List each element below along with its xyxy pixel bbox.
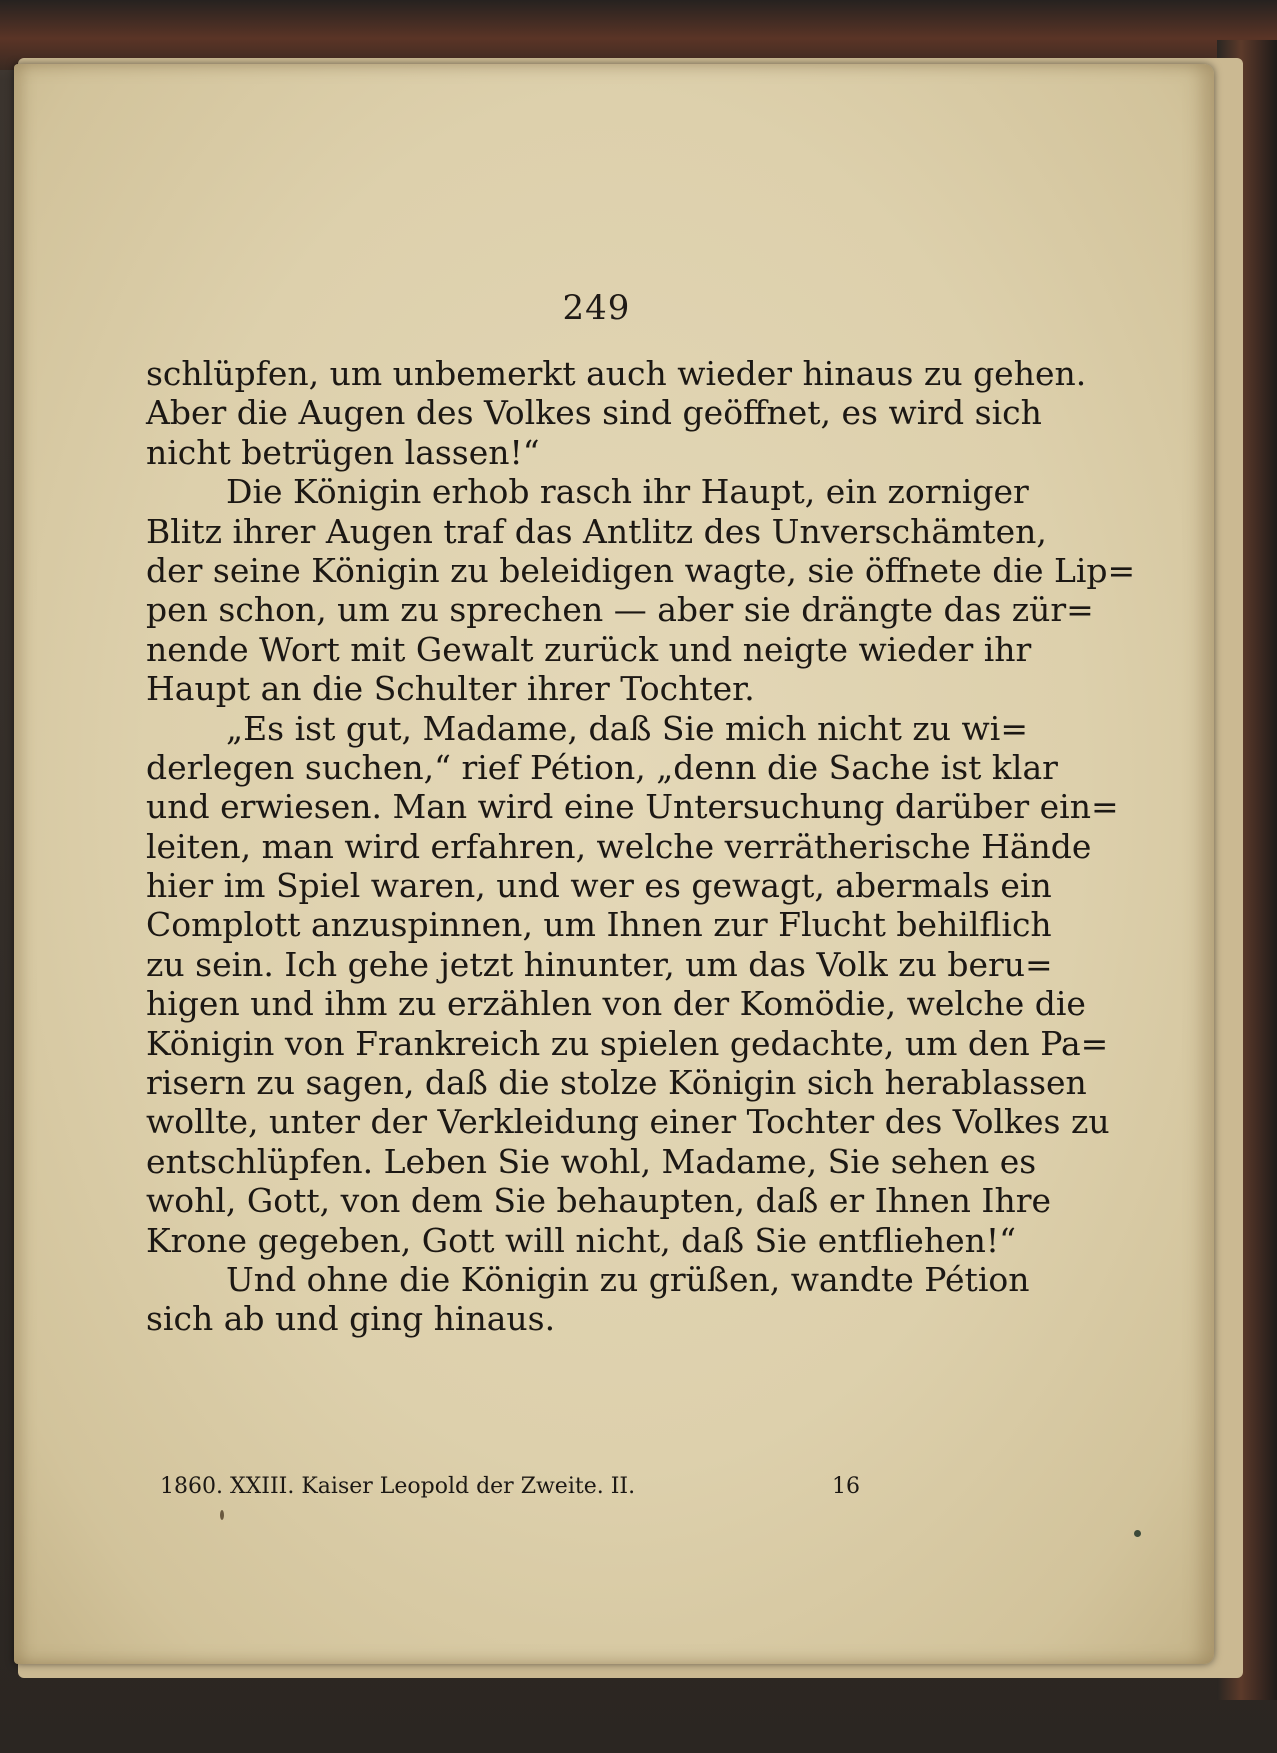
text-line: Die Königin erhob rasch ihr Haupt, ein zorniger xyxy=(226,472,1029,512)
text-line: Krone gegeben, Gott will nicht, daß Sie entfliehen!“ xyxy=(146,1220,1017,1260)
text-line: Complott anzuspinnen, um Ihnen zur Flucht behilflich xyxy=(146,905,1052,945)
paper-speck xyxy=(220,1510,224,1520)
text-line: nende Wort mit Gewalt zurück und neigte wieder ihr xyxy=(146,629,1032,669)
text-line: hier im Spiel waren, und wer es gewagt, abermals ein xyxy=(146,866,1052,906)
text-line: und erwiesen. Man wird eine Untersuchung darüber ein= xyxy=(146,787,1119,827)
book-page xyxy=(14,64,1214,1664)
text-line: zu sein. Ich gehe jetzt hinunter, um das Volk zu beru= xyxy=(146,944,1053,984)
body-text xyxy=(146,354,1136,1339)
text-line: Königin von Frankreich zu spielen gedachte, um den Pa= xyxy=(146,1023,1109,1063)
text-line: schlüpfen, um unbemerkt auch wieder hinaus zu gehen. xyxy=(146,354,1087,393)
text-line: wollte, unter der Verkleidung einer Tochter des Volkes zu xyxy=(146,1102,1110,1142)
text-line: pen schon, um zu sprechen — aber sie drängte das zür= xyxy=(146,590,1094,630)
text-line: Und ohne die Königin zu grüßen, wandte Pétion xyxy=(226,1259,1030,1299)
text-line: Aber die Augen des Volkes sind geöffnet, es wird sich xyxy=(146,393,1042,433)
text-line: Blitz ihrer Augen traf das Antlitz des Unverschämten, xyxy=(146,511,1047,551)
text-line: Haupt an die Schulter ihrer Tochter. xyxy=(146,669,755,709)
sheet-number: 16 xyxy=(832,1474,860,1499)
text-line: „Es ist gut, Madame, daß Sie mich nicht zu wi= xyxy=(226,708,1028,748)
text-line: risern zu sagen, daß die stolze Königin sich herablassen xyxy=(146,1063,1087,1103)
text-line: nicht betrügen lassen!“ xyxy=(146,432,540,472)
paper-speck xyxy=(1134,1530,1141,1537)
printer-signature: 1860. XXIII. Kaiser Leopold der Zweite. II. xyxy=(160,1474,636,1499)
text-line: derlegen suchen,“ rief Pétion, „denn die Sache ist klar xyxy=(146,747,1058,787)
text-line: der seine Königin zu beleidigen wagte, sie öffnete die Lip= xyxy=(146,550,1136,590)
text-line: leiten, man wird erfahren, welche verrätherische Hände xyxy=(146,826,1092,866)
text-line: wohl, Gott, von dem Sie behaupten, daß er Ihnen Ihre xyxy=(146,1181,1052,1221)
text-line: entschlüpfen. Leben Sie wohl, Madame, Sie sehen es xyxy=(146,1141,1037,1181)
text-line: higen und ihm zu erzählen von der Komödie, welche die xyxy=(146,984,1086,1024)
text-line: sich ab und ging hinaus. xyxy=(146,1299,556,1339)
page-number: 249 xyxy=(562,288,631,328)
